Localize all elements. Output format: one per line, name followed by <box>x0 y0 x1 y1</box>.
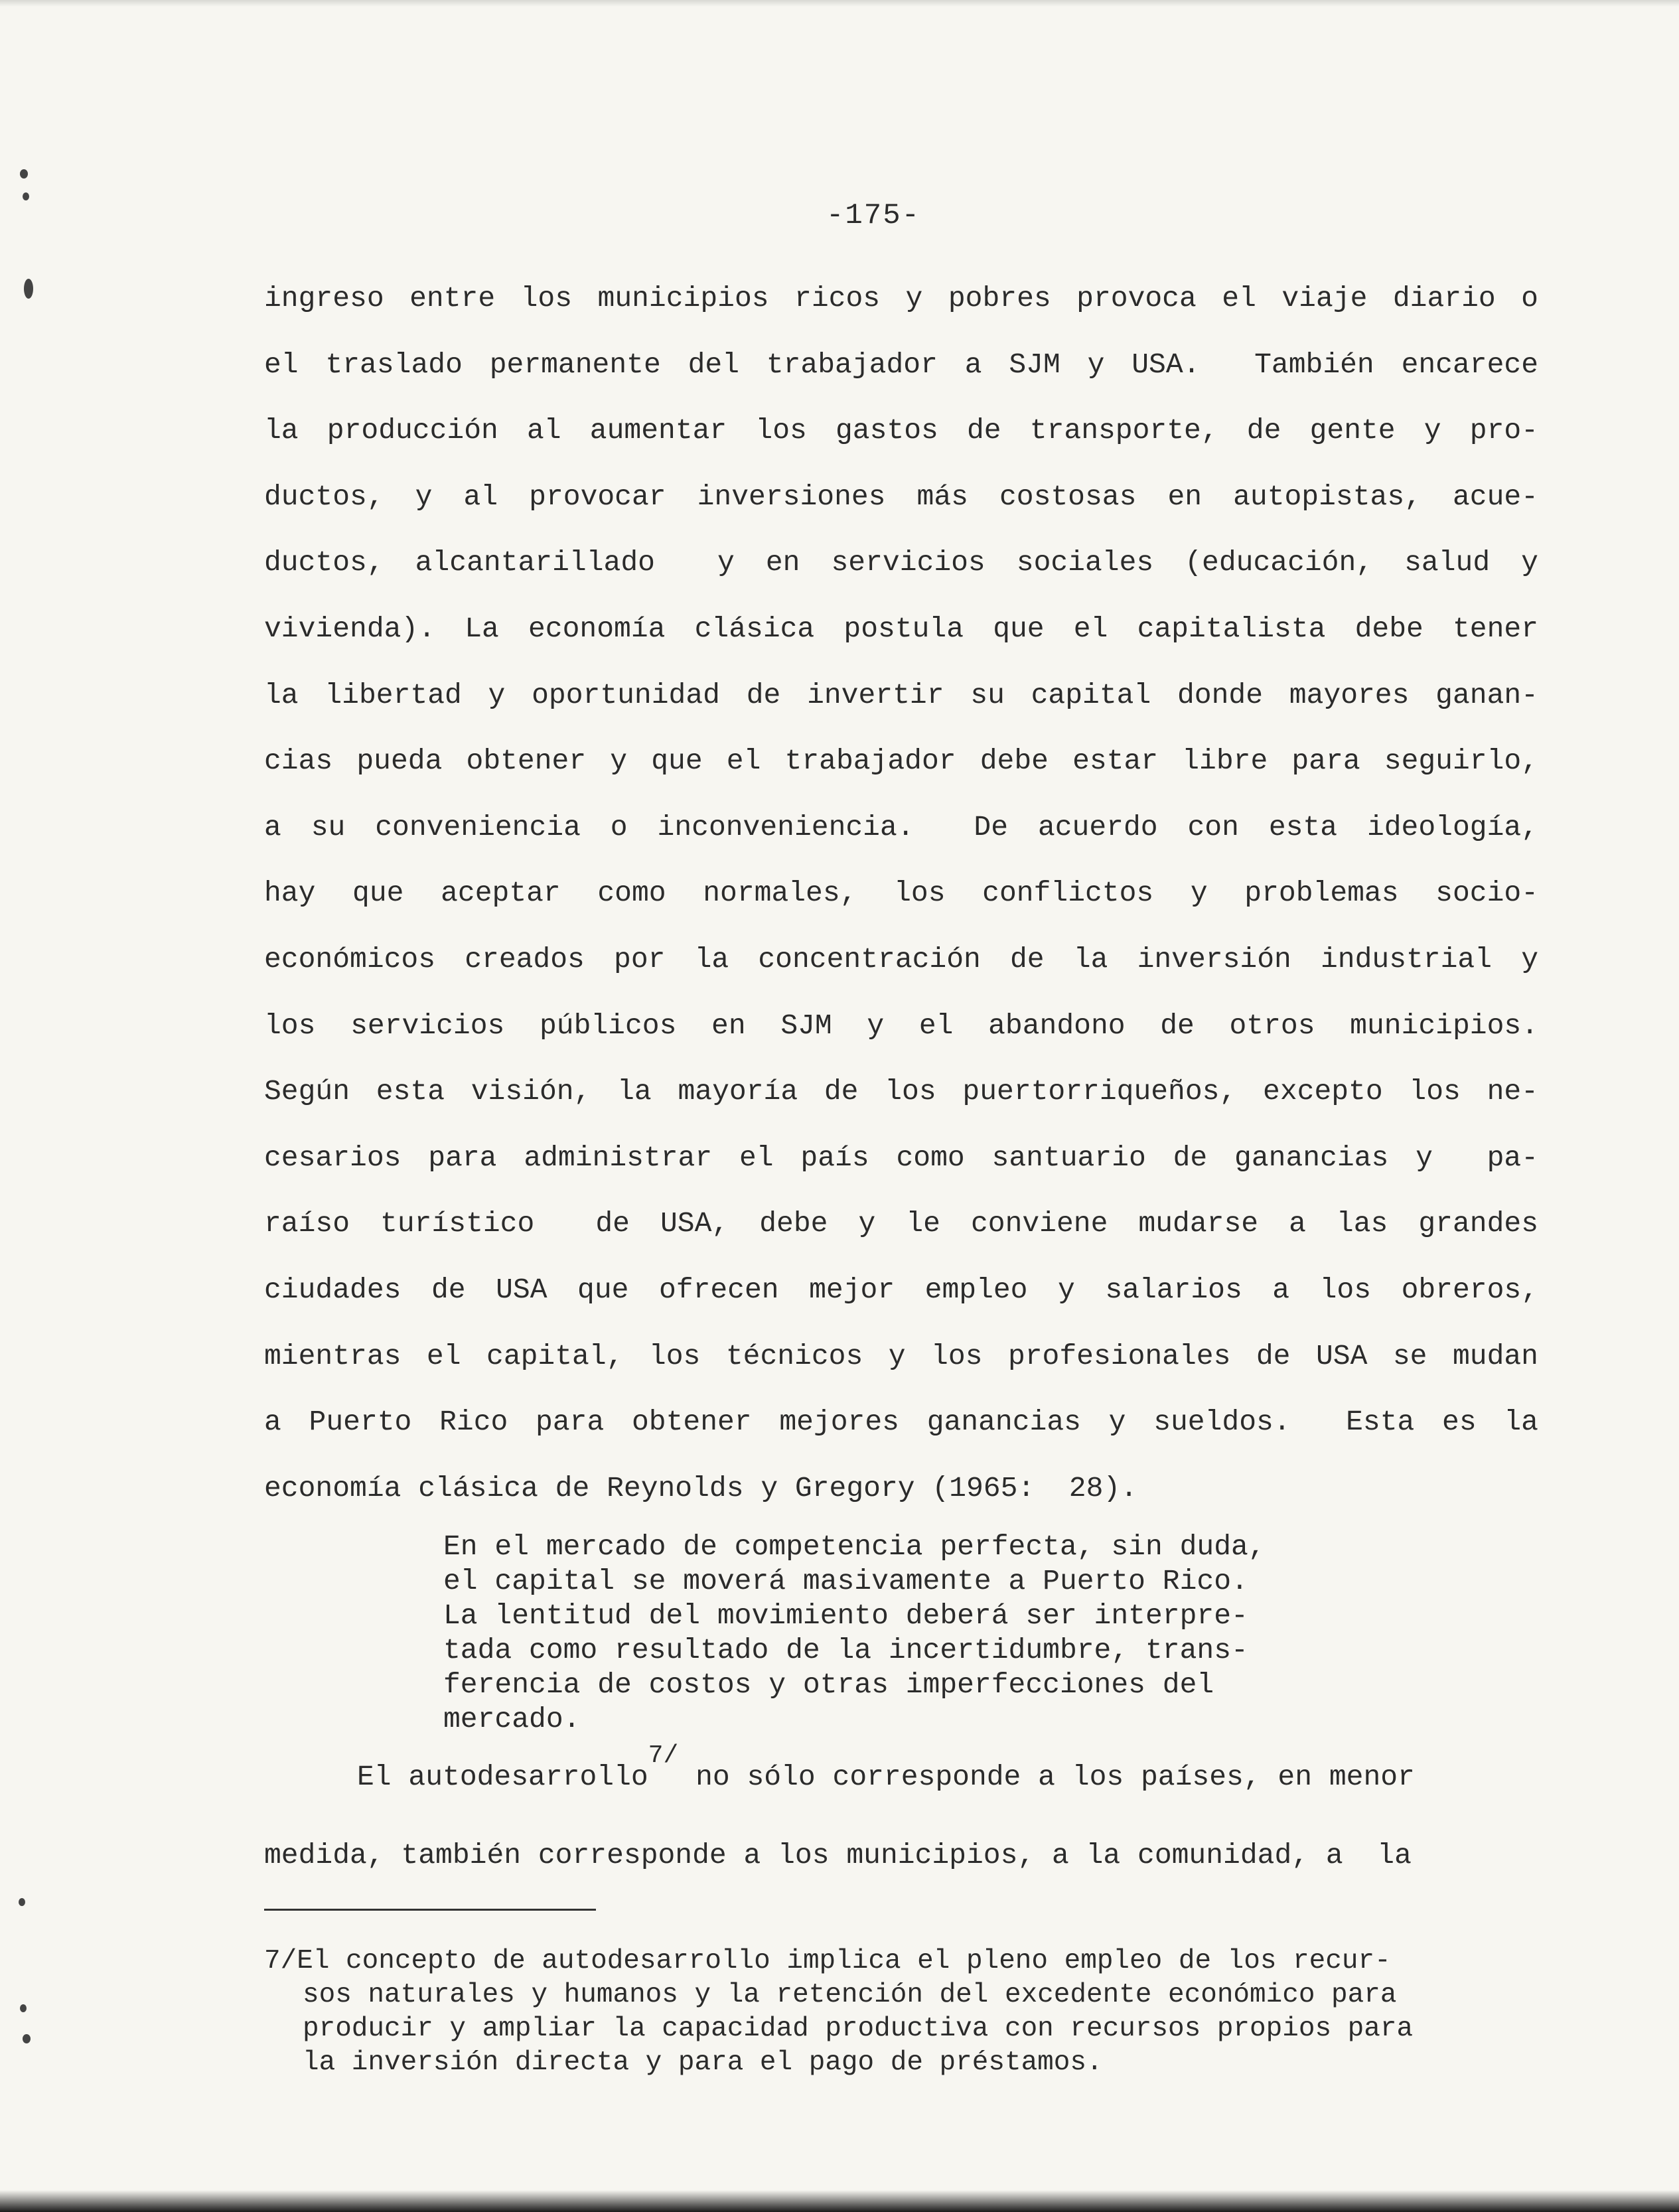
body-line: ductos, y al provocar inversiones más costosas en autopistas, acue- <box>264 480 1538 513</box>
body-line: vivienda). La economía clásica postula que el capitalista debe tener <box>264 612 1538 645</box>
paragraph-second-line: medida, también corresponde a los municipios, a la comunidad, a la <box>264 1839 1412 1872</box>
body-line: cias pueda obtener y que el trabajador debe estar libre para seguirlo, <box>264 745 1538 778</box>
body-line: a Puerto Rico para obtener mejores ganancias y sueldos. Esta es la <box>264 1406 1538 1439</box>
paragraph-rest-text: no sólo corresponde a los países, en menor <box>678 1761 1415 1793</box>
binding-speck <box>19 1898 25 1906</box>
page-top-edge <box>0 0 1679 7</box>
footnote-lead-text: El concepto de autodesarrollo implica el pleno empleo de los recur- <box>297 1946 1391 1976</box>
quote-line: el capital se moverá masivamente a Puerto Rico. <box>443 1565 1248 1597</box>
page-number: -175- <box>826 199 921 232</box>
quote-line: La lentitud del movimiento deberá ser interpre- <box>443 1599 1248 1632</box>
body-line: mientras el capital, los técnicos y los profesionales de USA se mudan <box>264 1339 1538 1372</box>
body-line: cesarios para administrar el país como santuario de ganancias y pa- <box>264 1141 1538 1174</box>
body-line: a su conveniencia o inconveniencia. De acuerdo con esta ideología, <box>264 810 1538 844</box>
body-line: economía clásica de Reynolds y Gregory (1965: 28). <box>264 1471 1138 1505</box>
footnote-line: la inversión directa y para el pago de préstamos. <box>303 2047 1103 2078</box>
paragraph-first-line <box>264 1739 1538 1817</box>
next-paragraph <box>264 1739 1538 1894</box>
body-line: ciudades de USA que ofrecen mejor empleo y salarios a los obreros, <box>264 1273 1538 1306</box>
footnote-line: sos naturales y humanos y la retención del excedente económico para <box>303 1980 1397 2010</box>
footnote-reference: 7/ <box>648 1741 679 1770</box>
body-line: hay que aceptar como normales, los conflictos y problemas socio- <box>264 877 1538 910</box>
body-line: Según esta visión, la mayoría de los puertorriqueños, excepto los ne- <box>264 1075 1538 1108</box>
body-paragraph <box>264 265 1538 1521</box>
footnote-divider <box>264 1909 596 1911</box>
quote-line: En el mercado de competencia perfecta, sin duda, <box>443 1530 1266 1563</box>
body-line: la producción al aumentar los gastos de transporte, de gente y pro- <box>264 414 1538 447</box>
body-line: raíso turístico de USA, debe y le conviene mudarse a las grandes <box>264 1207 1538 1240</box>
block-quote <box>443 1530 1319 1737</box>
binding-speck <box>23 2034 31 2043</box>
body-line: la libertad y oportunidad de invertir su capital donde mayores ganan- <box>264 678 1538 711</box>
footnote <box>264 1945 1545 2080</box>
binding-speck <box>23 192 29 200</box>
body-line: ingreso entre los municipios ricos y pobres provoca el viaje diario o <box>264 282 1538 315</box>
footnote-line: producir y ampliar la capacidad productiva con recursos propios para <box>303 2014 1414 2044</box>
body-line: el traslado permanente del trabajador a SJM y USA. También encarece <box>264 348 1538 381</box>
binding-speck <box>24 279 33 299</box>
footnote-first-line <box>264 1945 1545 1978</box>
body-line: ductos, alcantarillado y en servicios sociales (educación, salud y <box>264 546 1538 579</box>
body-line: los servicios públicos en SJM y el abandono de otros municipios. <box>264 1009 1538 1042</box>
binding-speck <box>20 169 28 179</box>
quote-line: mercado. <box>443 1703 581 1735</box>
page-bottom-edge <box>0 2190 1679 2212</box>
footnote-marker: 7/ <box>264 1946 297 1976</box>
paragraph-lead-text: El autodesarrollo <box>357 1761 648 1793</box>
quote-line: ferencia de costos y otras imperfecciones del <box>443 1668 1214 1701</box>
body-line: económicos creados por la concentración de la inversión industrial y <box>264 942 1538 976</box>
binding-speck <box>20 2004 27 2012</box>
quote-line: tada como resultado de la incertidumbre, trans- <box>443 1634 1248 1666</box>
